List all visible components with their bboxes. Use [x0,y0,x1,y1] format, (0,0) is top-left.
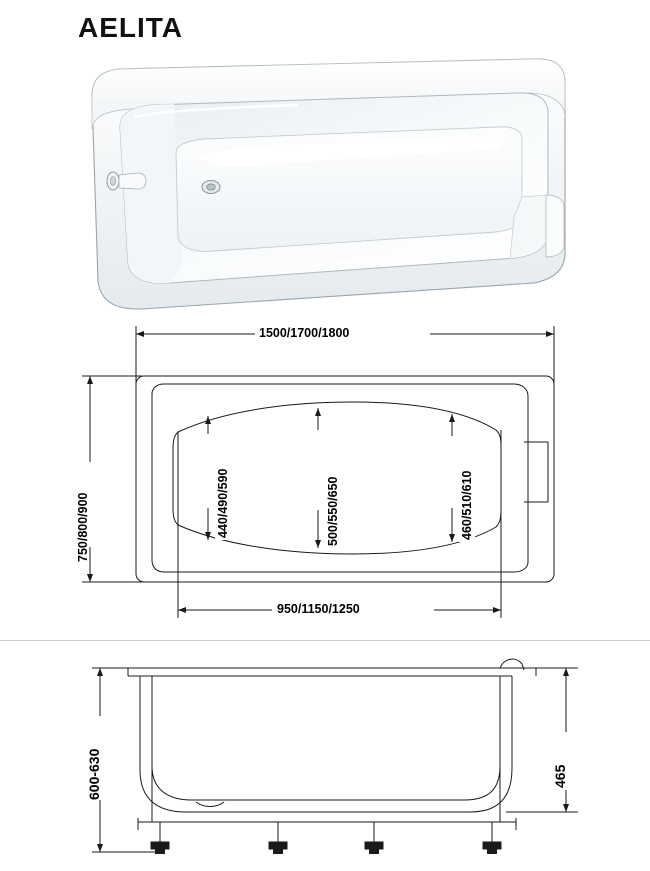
dimension-overall-length: 1500/1700/1800 [259,326,350,340]
dimension-inner-width-foot: 460/510/610 [460,470,474,540]
dimension-overall-width: 750/800/900 [76,492,90,562]
side-elevation-view [0,640,650,866]
dimension-inner-width-head: 440/490/590 [216,468,230,538]
dimension-tub-depth: 465 [552,764,568,788]
dimension-inner-bottom-length: 950/1150/1250 [277,602,360,616]
dimension-inner-width-center: 500/550/650 [326,476,340,546]
product-photo [78,57,575,310]
dimension-total-height: 600-630 [86,748,102,800]
plan-view [0,312,650,637]
page-title: AELITA [78,12,184,43]
